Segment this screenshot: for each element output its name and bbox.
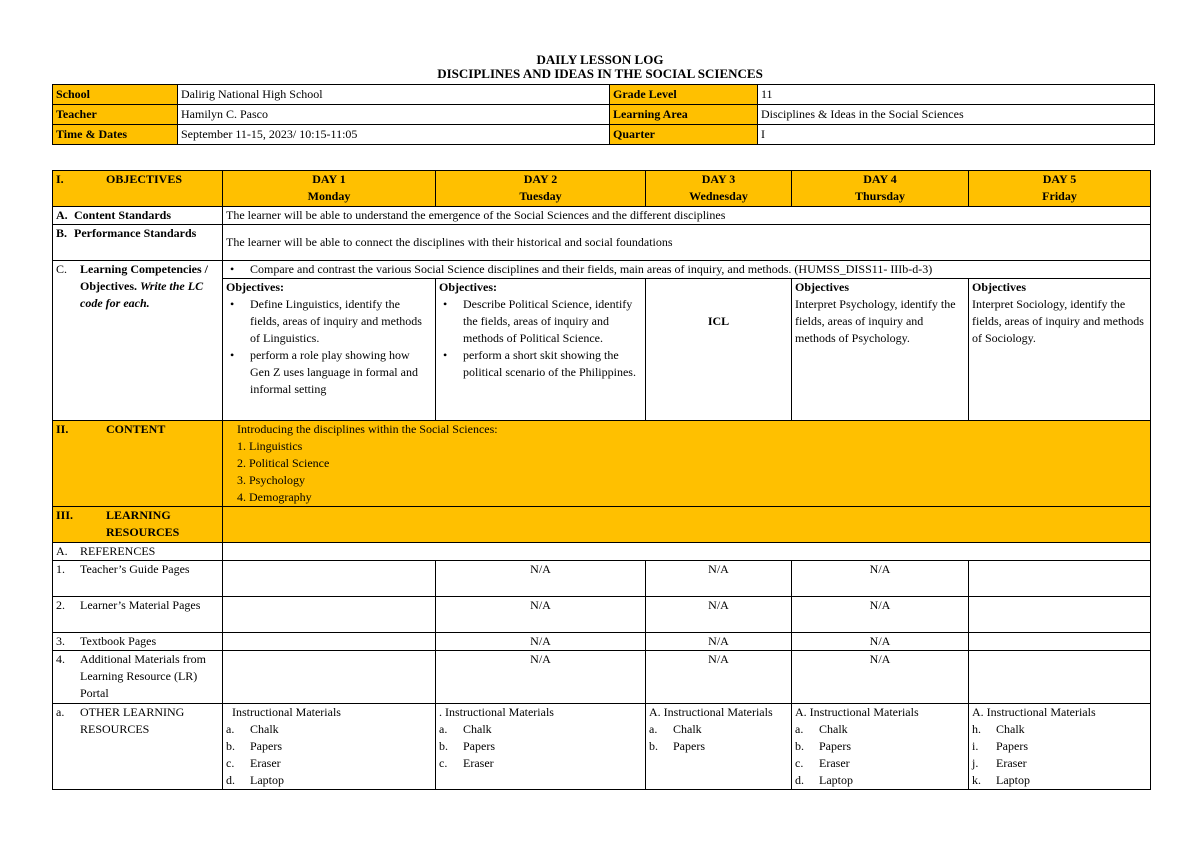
cell-empty (223, 561, 436, 597)
day-name: Thursday (854, 189, 906, 203)
quarter-label: Quarter (610, 125, 758, 145)
teachers-guide-label (53, 561, 223, 597)
list-item: • Compare and contrast the various Social Science disciplines and their fields, main areas of inquiry, and methods. (HUMSS_DISS11- IIIb-d-3) (226, 261, 1147, 278)
objectives-header (53, 171, 223, 207)
objectives-day3: ICL (646, 279, 792, 421)
quarter-value: I (758, 125, 1155, 145)
objectives-day5 (969, 279, 1151, 421)
row-label: REFERENCES (80, 544, 156, 558)
list-item: 1. Linguistics (237, 439, 303, 453)
section-num: III. (56, 508, 74, 522)
list-item: a. Chalk (226, 722, 279, 736)
row-num: 2. (56, 598, 65, 612)
list-item: • Describe Political Science, identify the fields, areas of inquiry and methods of Political Science. (439, 296, 642, 347)
teacher-value: Hamilyn C. Pasco (178, 105, 610, 125)
materials-head: . Instructional Materials (439, 705, 554, 719)
content-header (53, 421, 223, 507)
objectives-head: Objectives: (439, 280, 497, 294)
cell-na: N/A (792, 633, 969, 651)
day-header-4 (792, 171, 969, 207)
cell-na: N/A (436, 597, 646, 633)
day-number: DAY 3 (701, 172, 736, 186)
materials-head: Instructional Materials (232, 705, 341, 719)
row-label-note: Write the LC code for each. (80, 279, 204, 310)
performance-standards-label (53, 225, 223, 261)
day-header-3 (646, 171, 792, 207)
textbook-pages-label (53, 633, 223, 651)
cell-na: N/A (436, 561, 646, 597)
learning-resources-body (223, 507, 1151, 543)
header-info-table (52, 84, 1155, 145)
cell-na: N/A (646, 651, 792, 704)
list-item: • perform a role play showing how Gen Z uses language in formal and informal setting (226, 347, 432, 398)
performance-standards-text: The learner will be able to connect the disciplines with their historical and social foundations (223, 225, 1151, 261)
area-value: Disciplines & Ideas in the Social Sciences (758, 105, 1155, 125)
cell-na: N/A (792, 561, 969, 597)
list-item: c. Eraser (226, 756, 281, 770)
day-number: DAY 1 (312, 172, 346, 186)
content-standards-label (53, 207, 223, 225)
day-header-1 (223, 171, 436, 207)
list-item: 3. Psychology (237, 473, 306, 487)
row-num: C. (56, 262, 68, 276)
other-learning-resources-label (53, 704, 223, 790)
row-label: Teacher’s Guide Pages (80, 562, 190, 576)
row-label: OTHER LEARNING RESOURCES (80, 705, 185, 736)
list-item: a. Chalk (795, 722, 848, 736)
list-item: d. Laptop (795, 773, 853, 787)
instructional-materials-day4 (792, 704, 969, 790)
list-item: h. Chalk (972, 722, 1025, 736)
lesson-log-table (52, 170, 1151, 790)
list-item: 4. Demography (237, 490, 312, 504)
row-num: B. (56, 226, 68, 240)
cell-na: N/A (646, 597, 792, 633)
cell-na: N/A (436, 633, 646, 651)
cell-na: N/A (436, 651, 646, 704)
row-label: Learner’s Material Pages (80, 598, 201, 612)
cell-empty (223, 651, 436, 704)
list-item: • Define Linguistics, identify the fields, areas of inquiry and methods of Linguistics. (226, 296, 432, 347)
list-item: c. Eraser (439, 756, 494, 770)
cell-na: N/A (792, 651, 969, 704)
row-label: Additional Materials from Learning Resource (LR) Portal (80, 652, 206, 700)
row-num: 1. (56, 562, 65, 576)
learning-competency-general (223, 261, 1151, 279)
learning-resources-header (53, 507, 223, 543)
objectives-day4 (792, 279, 969, 421)
content-standards-text: The learner will be able to understand the emergence of the Social Sciences and the different disciplines (223, 207, 1151, 225)
day-name: Friday (1042, 189, 1077, 203)
section-label: CONTENT (106, 422, 166, 436)
list-item: b. Papers (439, 739, 495, 753)
time-label: Time & Dates (53, 125, 178, 145)
list-item: b. Papers (226, 739, 282, 753)
references-label (53, 543, 223, 561)
day-name: Tuesday (519, 189, 562, 203)
objectives-head: Objectives (795, 280, 849, 294)
objectives-text: Interpret Psychology, identify the fields, areas of inquiry and methods of Psychology. (795, 297, 956, 345)
list-item: b. Papers (795, 739, 851, 753)
list-item: c. Eraser (795, 756, 850, 770)
grade-value: 11 (758, 85, 1155, 105)
objectives-text: Interpret Sociology, identify the fields, areas of inquiry and methods of Sociology. (972, 297, 1144, 345)
day-name: Monday (307, 189, 351, 203)
list-item: b. Papers (649, 739, 705, 753)
content-body (223, 421, 1151, 507)
row-label: Learning Competencies / Objectives. (80, 262, 208, 293)
instructional-materials-day1 (223, 704, 436, 790)
cell-empty (223, 597, 436, 633)
list-item: a. Chalk (439, 722, 492, 736)
document-title: DAILY LESSON LOG (536, 52, 664, 67)
objectives-label: OBJECTIVES (106, 172, 183, 186)
row-num: 3. (56, 634, 65, 648)
cell-empty (223, 633, 436, 651)
objectives-num: I. (56, 172, 64, 186)
materials-head: A. Instructional Materials (972, 705, 1096, 719)
list-item: 2. Political Science (237, 456, 330, 470)
objectives-head: Objectives: (226, 280, 284, 294)
document-subtitle: DISCIPLINES AND IDEAS IN THE SOCIAL SCIENCES (437, 66, 763, 81)
row-num: a. (56, 705, 65, 719)
day-header-5 (969, 171, 1151, 207)
references-body (223, 543, 1151, 561)
cell-empty (969, 597, 1151, 633)
materials-head: A. Instructional Materials (649, 705, 773, 719)
teacher-label: Teacher (53, 105, 178, 125)
instructional-materials-day5 (969, 704, 1151, 790)
cell-na: N/A (792, 597, 969, 633)
objectives-day1 (223, 279, 436, 421)
school-value: Dalirig National High School (178, 85, 610, 105)
cell-empty (969, 633, 1151, 651)
cell-empty (969, 651, 1151, 704)
cell-na: N/A (646, 561, 792, 597)
list-item: d. Laptop (226, 773, 284, 787)
cell-na: N/A (646, 633, 792, 651)
learners-material-label (53, 597, 223, 633)
row-label: Textbook Pages (80, 634, 157, 648)
time-value: September 11-15, 2023/ 10:15-11:05 (178, 125, 610, 145)
materials-head: A. Instructional Materials (795, 705, 919, 719)
grade-label: Grade Level (610, 85, 758, 105)
row-num: A. (56, 208, 68, 222)
list-item: a. Chalk (649, 722, 702, 736)
objectives-head: Objectives (972, 280, 1026, 294)
day-name: Wednesday (689, 189, 748, 203)
day-header-2 (436, 171, 646, 207)
additional-materials-label (53, 651, 223, 704)
day-number: DAY 2 (523, 172, 558, 186)
section-label: LEARNING RESOURCES (106, 508, 180, 539)
list-item: i. Papers (972, 739, 1028, 753)
instructional-materials-day3 (646, 704, 792, 790)
row-num: A. (56, 544, 68, 558)
learning-competencies-label (53, 261, 223, 421)
day-number: DAY 4 (863, 172, 897, 186)
list-item: k. Laptop (972, 773, 1030, 787)
section-num: II. (56, 422, 69, 436)
list-item: • perform a short skit showing the political scenario of the Philippines. (439, 347, 642, 381)
row-num: 4. (56, 652, 65, 666)
instructional-materials-day2 (436, 704, 646, 790)
objectives-day2 (436, 279, 646, 421)
school-label: School (53, 85, 178, 105)
content-intro: Introducing the disciplines within the Social Sciences: (237, 422, 498, 436)
cell-empty (969, 561, 1151, 597)
area-label: Learning Area (610, 105, 758, 125)
row-label: Performance Standards (74, 226, 197, 240)
list-item: j. Eraser (972, 756, 1027, 770)
day-number: DAY 5 (1042, 172, 1077, 186)
row-label: Content Standards (74, 208, 172, 222)
